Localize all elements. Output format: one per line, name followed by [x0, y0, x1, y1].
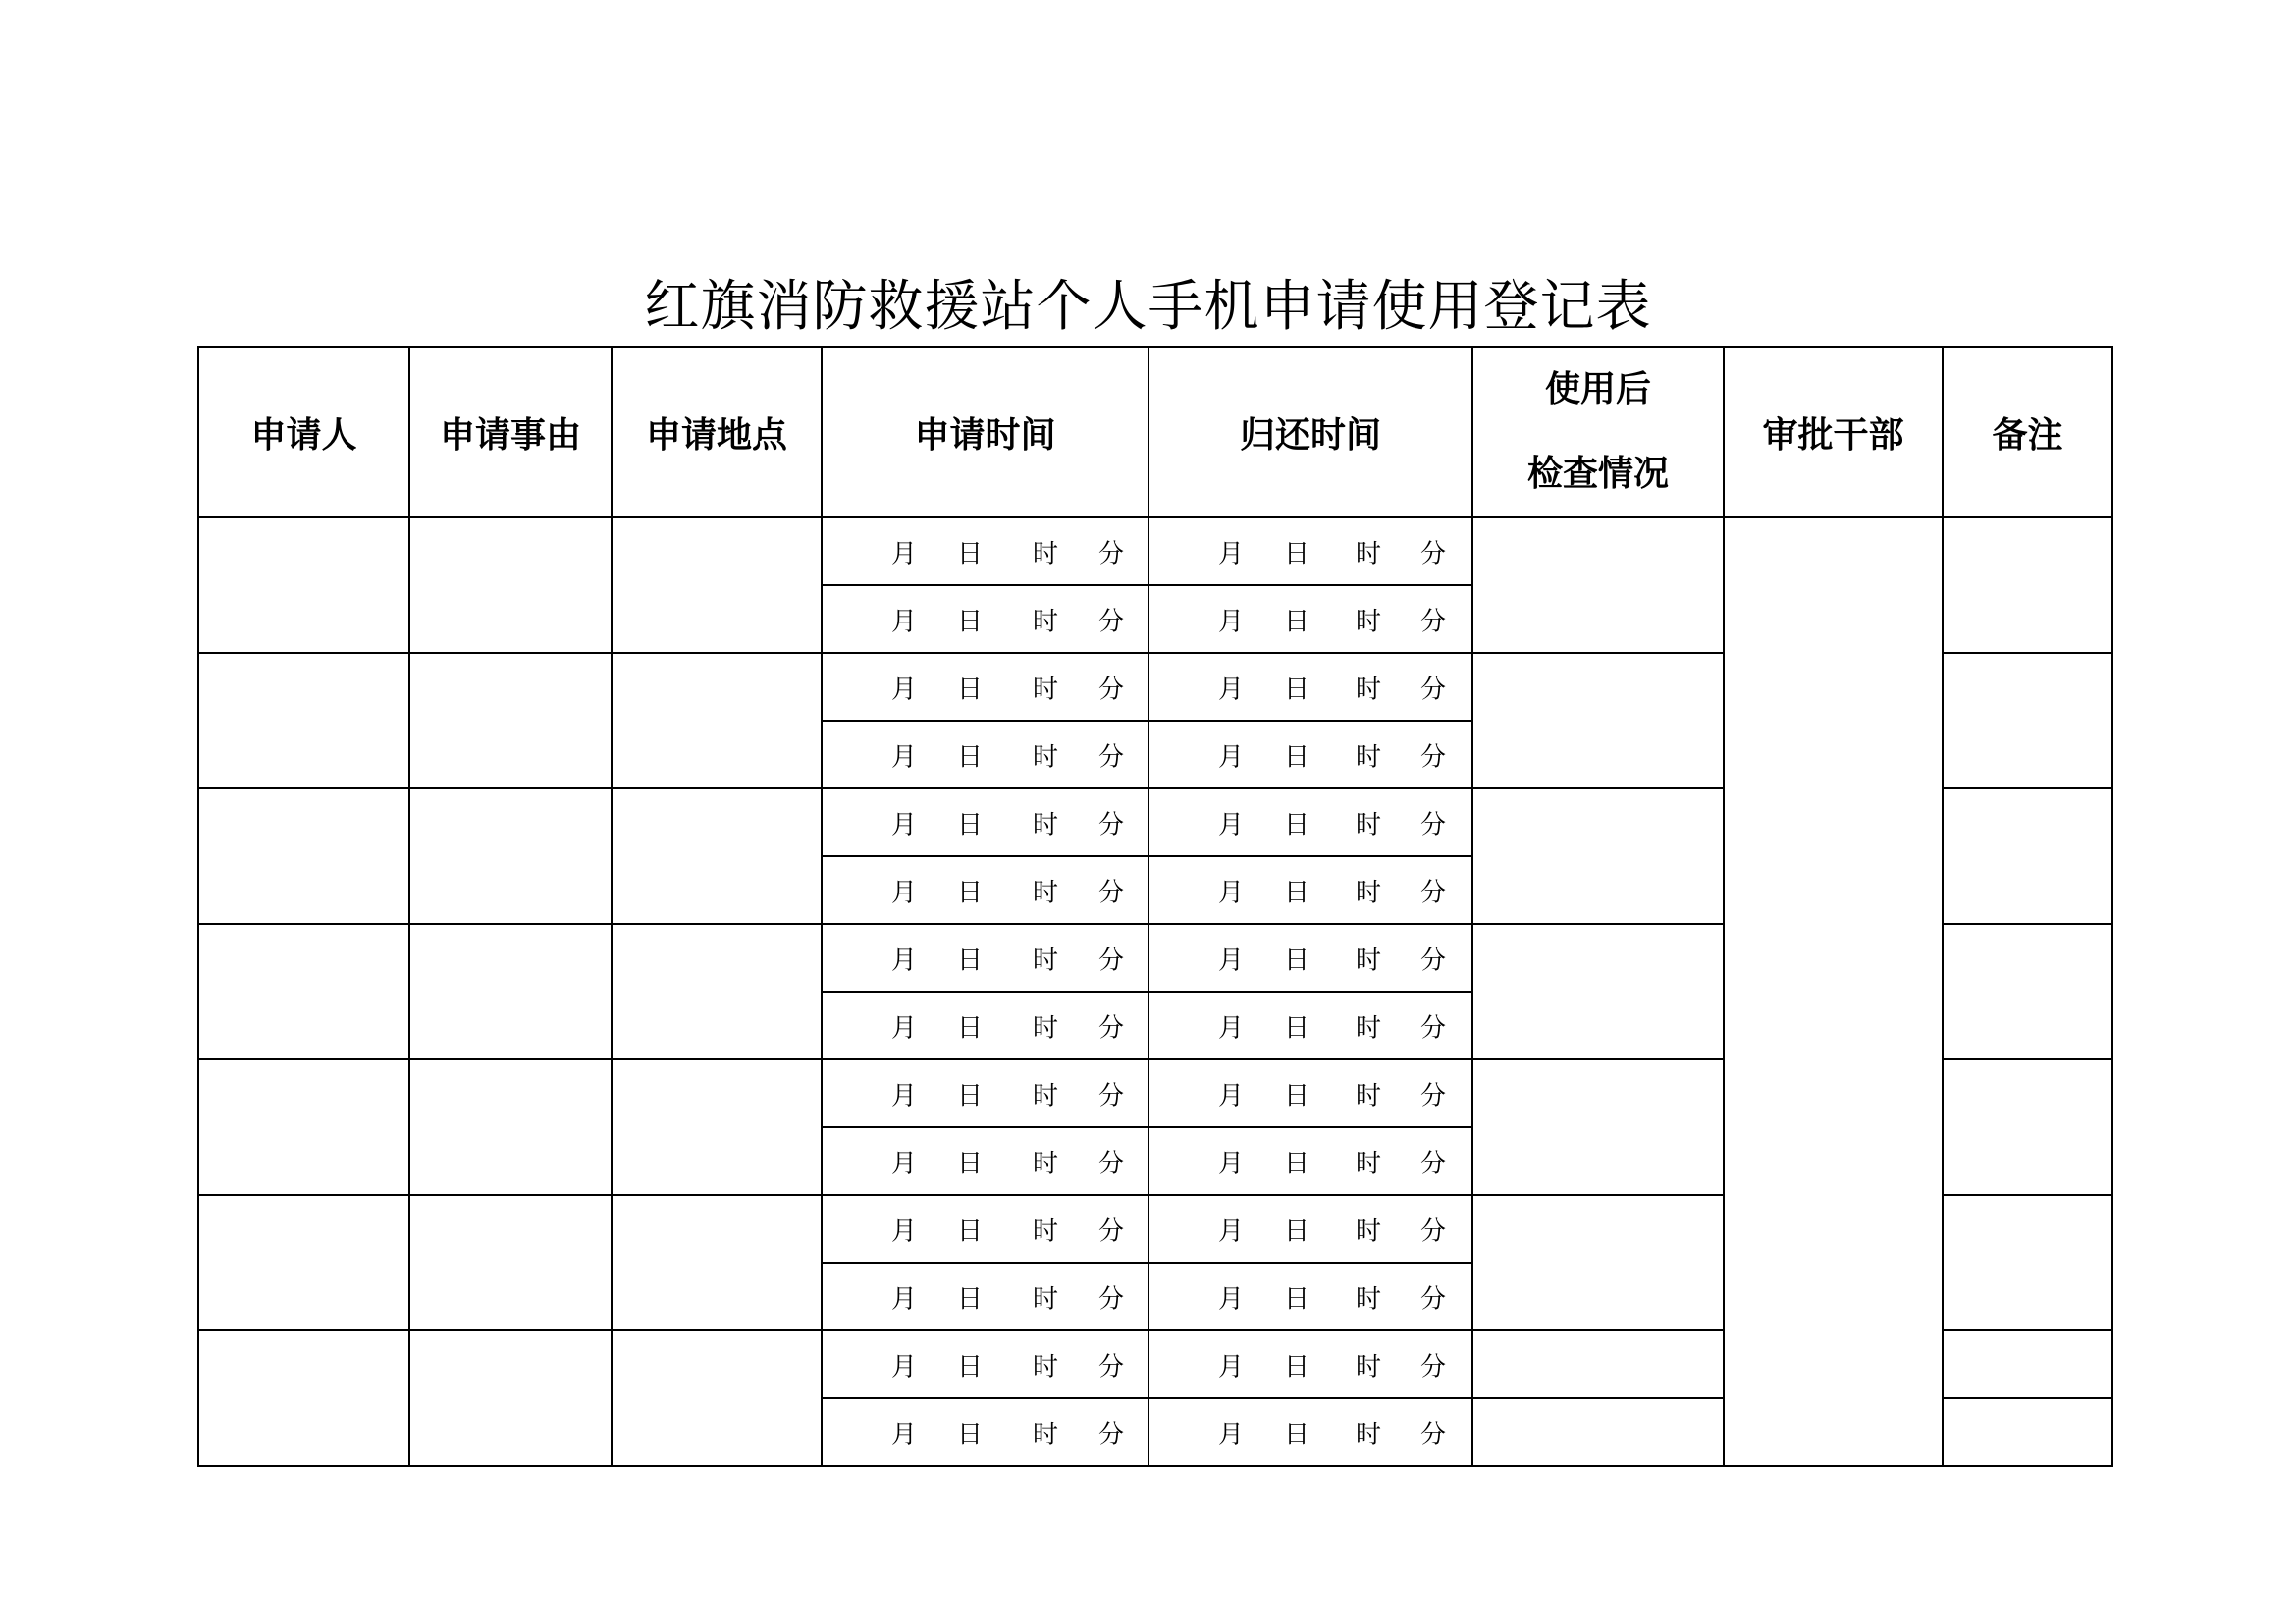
remarks-cell[interactable]	[1943, 653, 2112, 788]
reason-cell[interactable]	[409, 653, 612, 788]
hour-unit-label: 时	[1356, 1217, 1382, 1246]
day-unit-label: 日	[957, 675, 984, 704]
reason-cell[interactable]	[409, 1195, 612, 1330]
month-unit-label: 月	[891, 946, 918, 975]
day-unit-label: 日	[1284, 1217, 1310, 1246]
hour-unit-label: 时	[1033, 1013, 1059, 1043]
minute-unit-label: 分	[1098, 675, 1125, 704]
hour-unit-label: 时	[1356, 1420, 1382, 1449]
month-unit-label: 月	[891, 1081, 918, 1110]
apply-time-cell[interactable]	[822, 1127, 1148, 1195]
hour-unit-label: 时	[1356, 810, 1382, 839]
day-unit-label: 日	[1284, 675, 1310, 704]
month-unit-label: 月	[1218, 878, 1245, 907]
minute-unit-label: 分	[1098, 946, 1125, 975]
hour-unit-label: 时	[1033, 946, 1059, 975]
hour-unit-label: 时	[1033, 1217, 1059, 1246]
hour-unit-label: 时	[1356, 1081, 1382, 1110]
return-time-cell[interactable]	[1148, 721, 1472, 788]
day-unit-label: 日	[1284, 607, 1310, 636]
hour-unit-label: 时	[1033, 1284, 1059, 1314]
remarks-cell[interactable]	[1943, 788, 2112, 924]
location-cell[interactable]	[612, 1059, 822, 1195]
month-unit-label: 月	[1218, 1081, 1245, 1110]
inspection-cell[interactable]	[1472, 788, 1724, 924]
month-unit-label: 月	[1218, 1352, 1245, 1381]
remarks-cell[interactable]	[1943, 1330, 2112, 1398]
day-unit-label: 日	[1284, 1149, 1310, 1178]
inspection-cell[interactable]	[1472, 1398, 1724, 1466]
hour-unit-label: 时	[1356, 878, 1382, 907]
hour-unit-label: 时	[1356, 1352, 1382, 1381]
minute-unit-label: 分	[1420, 742, 1447, 772]
inspection-cell[interactable]	[1472, 1059, 1724, 1195]
inspection-cell[interactable]	[1472, 924, 1724, 1059]
minute-unit-label: 分	[1420, 946, 1447, 975]
day-unit-label: 日	[957, 1149, 984, 1178]
minute-unit-label: 分	[1098, 1149, 1125, 1178]
day-unit-label: 日	[1284, 1420, 1310, 1449]
header-inspection	[1472, 347, 1724, 517]
apply-time-cell[interactable]	[822, 1398, 1148, 1466]
minute-unit-label: 分	[1098, 1013, 1125, 1043]
apply-time-cell[interactable]	[822, 788, 1148, 856]
return-time-cell[interactable]	[1148, 1127, 1472, 1195]
day-unit-label: 日	[1284, 1013, 1310, 1043]
minute-unit-label: 分	[1420, 1149, 1447, 1178]
location-cell[interactable]	[612, 1330, 822, 1466]
hour-unit-label: 时	[1033, 1352, 1059, 1381]
hour-unit-label: 时	[1033, 607, 1059, 636]
return-time-cell[interactable]	[1148, 1263, 1472, 1330]
remarks-cell[interactable]	[1943, 924, 2112, 1059]
minute-unit-label: 分	[1098, 607, 1125, 636]
month-unit-label: 月	[891, 1149, 918, 1178]
inspection-cell[interactable]	[1472, 517, 1724, 653]
day-unit-label: 日	[1284, 1081, 1310, 1110]
hour-unit-label: 时	[1356, 1149, 1382, 1178]
day-unit-label: 日	[1284, 810, 1310, 839]
day-unit-label: 日	[957, 607, 984, 636]
header-inspection-line1: 使用后	[1544, 369, 1651, 409]
month-unit-label: 月	[1218, 1284, 1245, 1314]
month-unit-label: 月	[1218, 1420, 1245, 1449]
month-unit-label: 月	[1218, 742, 1245, 772]
month-unit-label: 月	[891, 1013, 918, 1043]
month-unit-label: 月	[1218, 1149, 1245, 1178]
return-time-cell[interactable]	[1148, 924, 1472, 992]
apply-time-cell[interactable]	[822, 1263, 1148, 1330]
month-unit-label: 月	[1218, 675, 1245, 704]
table-body	[198, 517, 2112, 1466]
applicant-cell[interactable]	[198, 788, 409, 924]
header-approver: 审批干部	[1724, 347, 1943, 517]
day-unit-label: 日	[957, 1352, 984, 1381]
minute-unit-label: 分	[1420, 878, 1447, 907]
header-row	[198, 347, 2112, 517]
minute-unit-label: 分	[1420, 1284, 1447, 1314]
hour-unit-label: 时	[1356, 675, 1382, 704]
location-cell[interactable]	[612, 788, 822, 924]
day-unit-label: 日	[957, 1284, 984, 1314]
minute-unit-label: 分	[1098, 1420, 1125, 1449]
day-unit-label: 日	[957, 1217, 984, 1246]
minute-unit-label: 分	[1098, 539, 1125, 568]
minute-unit-label: 分	[1420, 539, 1447, 568]
inspection-cell[interactable]	[1472, 653, 1724, 788]
day-unit-label: 日	[1284, 878, 1310, 907]
apply-time-cell[interactable]	[822, 856, 1148, 924]
inspection-cell[interactable]	[1472, 1330, 1724, 1398]
applicant-cell[interactable]	[198, 1195, 409, 1330]
apply-time-cell[interactable]	[822, 517, 1148, 585]
reason-cell[interactable]	[409, 788, 612, 924]
hour-unit-label: 时	[1356, 607, 1382, 636]
day-unit-label: 日	[957, 1081, 984, 1110]
return-time-cell[interactable]	[1148, 585, 1472, 653]
header-applicant: 申请人	[198, 347, 409, 517]
month-unit-label: 月	[1218, 607, 1245, 636]
header-remarks: 备注	[1943, 347, 2112, 517]
page-title: 红旗消防救援站个人手机申请使用登记表	[644, 275, 1652, 339]
day-unit-label: 日	[957, 878, 984, 907]
applicant-cell[interactable]	[198, 653, 409, 788]
header-reason: 申请事由	[409, 347, 612, 517]
hour-unit-label: 时	[1033, 1420, 1059, 1449]
location-cell[interactable]	[612, 1195, 822, 1330]
applicant-cell[interactable]	[198, 517, 409, 653]
day-unit-label: 日	[1284, 1352, 1310, 1381]
minute-unit-label: 分	[1420, 1352, 1447, 1381]
apply-time-cell[interactable]	[822, 1330, 1148, 1398]
hour-unit-label: 时	[1033, 539, 1059, 568]
month-unit-label: 月	[891, 607, 918, 636]
minute-unit-label: 分	[1098, 1284, 1125, 1314]
return-time-cell[interactable]	[1148, 788, 1472, 856]
day-unit-label: 日	[957, 810, 984, 839]
reason-cell[interactable]	[409, 924, 612, 1059]
location-cell[interactable]	[612, 517, 822, 653]
minute-unit-label: 分	[1420, 1013, 1447, 1043]
hour-unit-label: 时	[1356, 539, 1382, 568]
month-unit-label: 月	[891, 1420, 918, 1449]
day-unit-label: 日	[1284, 539, 1310, 568]
apply-time-cell[interactable]	[822, 653, 1148, 721]
day-unit-label: 日	[1284, 946, 1310, 975]
hour-unit-label: 时	[1356, 742, 1382, 772]
month-unit-label: 月	[1218, 810, 1245, 839]
registration-table	[197, 346, 2113, 1467]
header-location: 申请地点	[612, 347, 822, 517]
hour-unit-label: 时	[1033, 742, 1059, 772]
applicant-cell[interactable]	[198, 1059, 409, 1195]
reason-cell[interactable]	[409, 1059, 612, 1195]
reason-cell[interactable]	[409, 1330, 612, 1466]
apply-time-cell[interactable]	[822, 721, 1148, 788]
month-unit-label: 月	[1218, 1217, 1245, 1246]
minute-unit-label: 分	[1420, 607, 1447, 636]
inspection-cell[interactable]	[1472, 1195, 1724, 1330]
return-time-cell[interactable]	[1148, 1330, 1472, 1398]
hour-unit-label: 时	[1033, 878, 1059, 907]
month-unit-label: 月	[891, 1217, 918, 1246]
day-unit-label: 日	[957, 946, 984, 975]
apply-time-cell[interactable]	[822, 585, 1148, 653]
day-unit-label: 日	[957, 1013, 984, 1043]
minute-unit-label: 分	[1098, 742, 1125, 772]
hour-unit-label: 时	[1033, 1081, 1059, 1110]
remarks-cell[interactable]	[1943, 1398, 2112, 1466]
minute-unit-label: 分	[1098, 1352, 1125, 1381]
return-time-cell[interactable]	[1148, 992, 1472, 1059]
location-cell[interactable]	[612, 653, 822, 788]
remarks-cell[interactable]	[1943, 1195, 2112, 1330]
month-unit-label: 月	[891, 878, 918, 907]
remarks-cell[interactable]	[1943, 1059, 2112, 1195]
header-apply-time: 申请时间	[822, 347, 1148, 517]
hour-unit-label: 时	[1356, 1284, 1382, 1314]
month-unit-label: 月	[1218, 1013, 1245, 1043]
return-time-cell[interactable]	[1148, 1398, 1472, 1466]
return-time-cell[interactable]	[1148, 1059, 1472, 1127]
hour-unit-label: 时	[1033, 810, 1059, 839]
minute-unit-label: 分	[1420, 1217, 1447, 1246]
apply-time-cell[interactable]	[822, 1059, 1148, 1127]
month-unit-label: 月	[891, 742, 918, 772]
location-cell[interactable]	[612, 924, 822, 1059]
day-unit-label: 日	[1284, 742, 1310, 772]
approver-cell[interactable]	[1724, 517, 1943, 1466]
minute-unit-label: 分	[1420, 810, 1447, 839]
month-unit-label: 月	[891, 1352, 918, 1381]
apply-time-cell[interactable]	[822, 992, 1148, 1059]
hour-unit-label: 时	[1033, 675, 1059, 704]
remarks-cell[interactable]	[1943, 517, 2112, 653]
day-unit-label: 日	[957, 742, 984, 772]
minute-unit-label: 分	[1098, 1081, 1125, 1110]
hour-unit-label: 时	[1033, 1149, 1059, 1178]
table-row	[198, 517, 2112, 585]
header-inspection-line2: 检查情况	[1526, 454, 1669, 494]
minute-unit-label: 分	[1098, 878, 1125, 907]
return-time-cell[interactable]	[1148, 1195, 1472, 1263]
hour-unit-label: 时	[1356, 946, 1382, 975]
applicant-cell[interactable]	[198, 924, 409, 1059]
apply-time-cell[interactable]	[822, 924, 1148, 992]
reason-cell[interactable]	[409, 517, 612, 653]
minute-unit-label: 分	[1098, 810, 1125, 839]
month-unit-label: 月	[891, 1284, 918, 1314]
day-unit-label: 日	[1284, 1284, 1310, 1314]
month-unit-label: 月	[891, 810, 918, 839]
minute-unit-label: 分	[1420, 1420, 1447, 1449]
return-time-cell[interactable]	[1148, 653, 1472, 721]
month-unit-label: 月	[891, 675, 918, 704]
return-time-cell[interactable]	[1148, 856, 1472, 924]
minute-unit-label: 分	[1098, 1217, 1125, 1246]
month-unit-label: 月	[891, 539, 918, 568]
minute-unit-label: 分	[1420, 675, 1447, 704]
apply-time-cell[interactable]	[822, 1195, 1148, 1263]
minute-unit-label: 分	[1420, 1081, 1447, 1110]
hour-unit-label: 时	[1356, 1013, 1382, 1043]
day-unit-label: 日	[957, 1420, 984, 1449]
return-time-cell[interactable]	[1148, 517, 1472, 585]
day-unit-label: 日	[957, 539, 984, 568]
applicant-cell[interactable]	[198, 1330, 409, 1466]
month-unit-label: 月	[1218, 946, 1245, 975]
header-return-time: 归还时间	[1148, 347, 1472, 517]
month-unit-label: 月	[1218, 539, 1245, 568]
